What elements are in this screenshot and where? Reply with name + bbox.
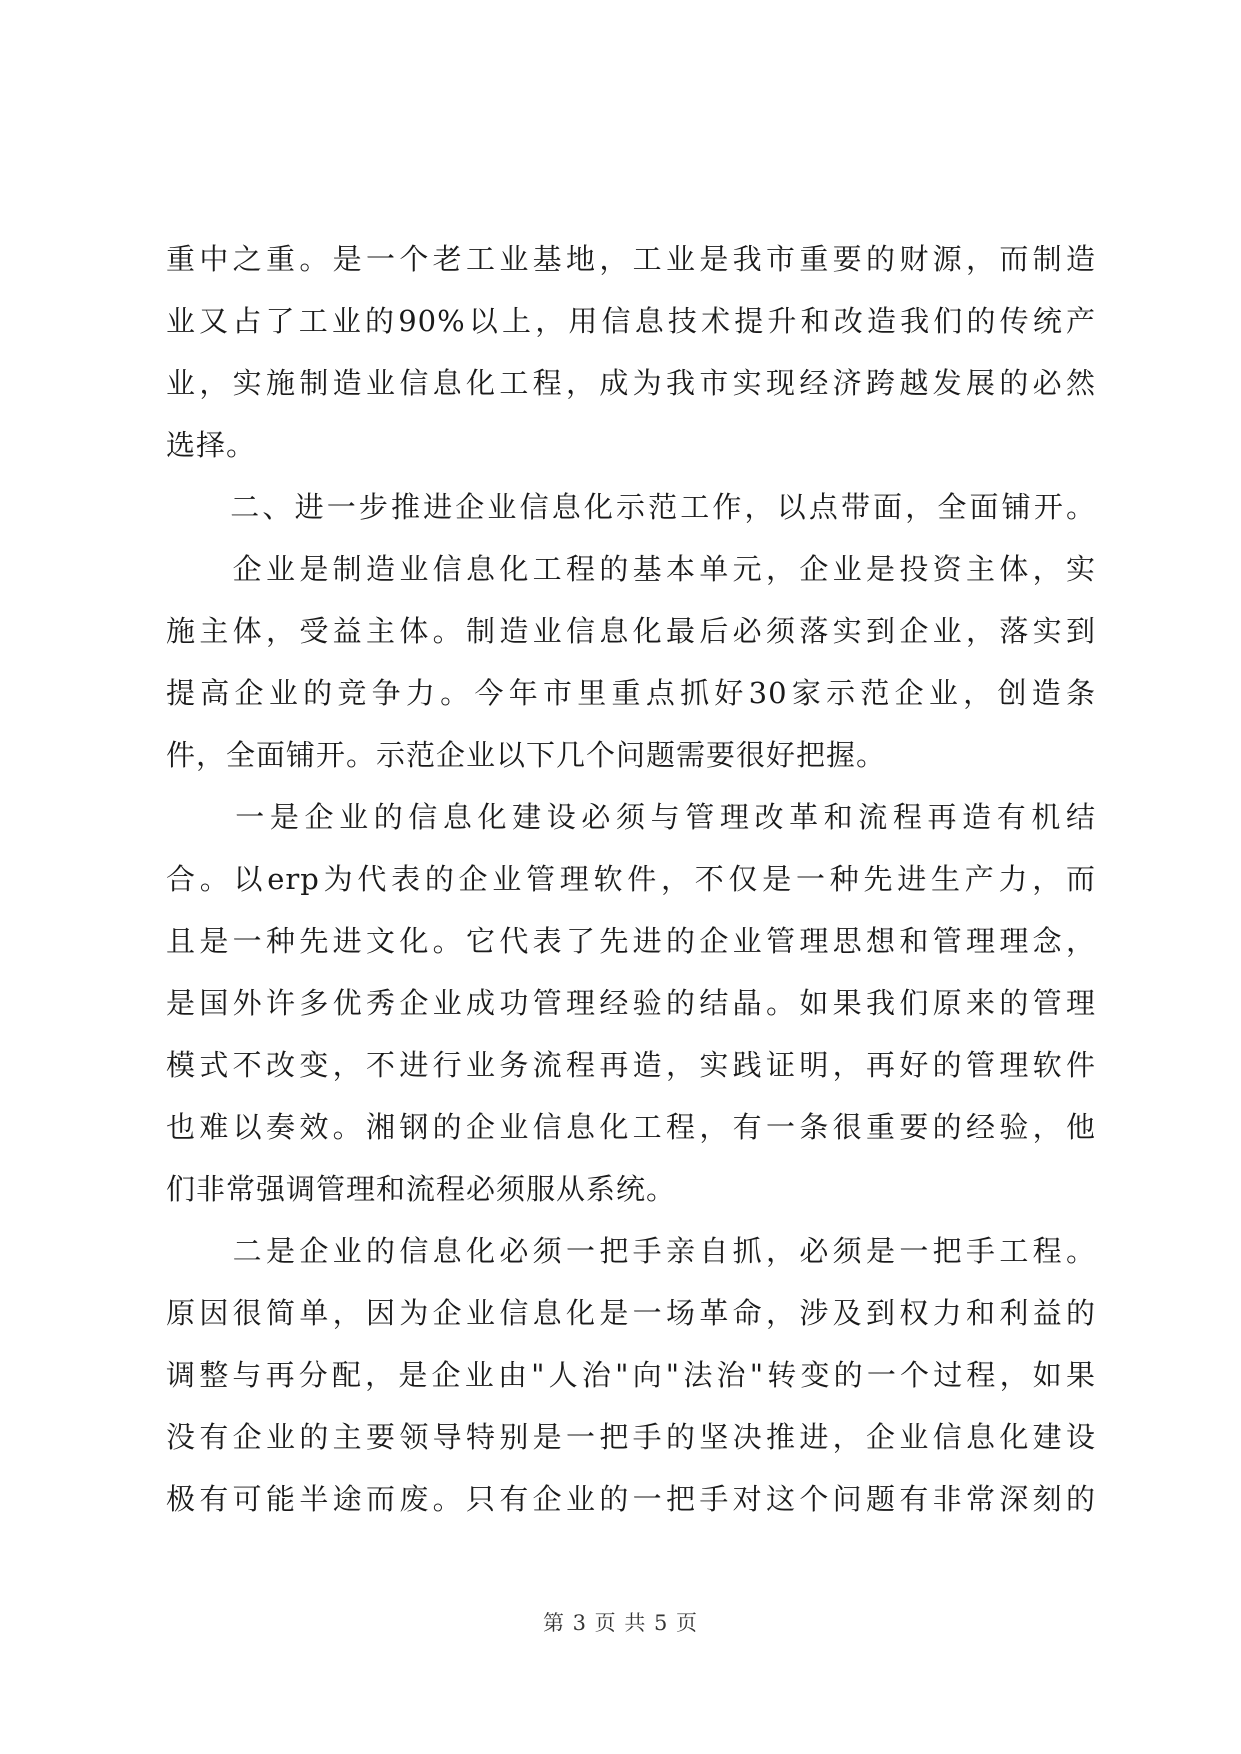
text-line: 业，实施制造业信息化工程，成为我市实现经济跨越发展的必然 — [166, 366, 1096, 400]
text-line: 且是一种先进文化。它代表了先进的企业管理思想和管理理念， — [166, 924, 1096, 958]
text-line: 们非常强调管理和流程必须服从系统。 — [166, 1172, 677, 1206]
text-line: 重中之重。是一个老工业基地，工业是我市重要的财源，而制造 — [166, 242, 1096, 276]
page-footer: 第 3 页 共 5 页 — [542, 1611, 699, 1635]
text-line: 选择。 — [166, 428, 257, 462]
text-line: 提高企业的竞争力。今年市里重点抓好30家示范企业，创造条 — [166, 676, 1096, 710]
text-line: 模式不改变，不进行业务流程再造，实践证明，再好的管理软件 — [166, 1048, 1096, 1082]
document-body — [166, 228, 1096, 1530]
text-line: 合。以erp为代表的企业管理软件，不仅是一种先进生产力，而 — [166, 862, 1096, 896]
text-line: 一是企业的信息化建设必须与管理改革和流程再造有机结 — [166, 800, 1096, 834]
text-line: 极有可能半途而废。只有企业的一把手对这个问题有非常深刻的 — [166, 1482, 1096, 1516]
text-line: 施主体，受益主体。制造业信息化最后必须落实到企业，落实到 — [166, 614, 1096, 648]
text-line: 原因很简单，因为企业信息化是一场革命，涉及到权力和利益的 — [166, 1296, 1096, 1330]
text-line: 是国外许多优秀企业成功管理经验的结晶。如果我们原来的管理 — [166, 986, 1096, 1020]
text-line: 二是企业的信息化必须一把手亲自抓，必须是一把手工程。 — [166, 1234, 1096, 1268]
text-line: 调整与再分配，是企业由"人治"向"法治"转变的一个过程，如果 — [166, 1358, 1096, 1392]
text-line: 企业是制造业信息化工程的基本单元，企业是投资主体，实 — [166, 552, 1096, 586]
text-line: 业又占了工业的90%以上，用信息技术提升和改造我们的传统产 — [166, 304, 1096, 338]
text-line: 件，全面铺开。示范企业以下几个问题需要很好把握。 — [166, 738, 887, 772]
text-line: 没有企业的主要领导特别是一把手的坚决推进，企业信息化建设 — [166, 1420, 1096, 1454]
text-line: 二、进一步推进企业信息化示范工作，以点带面，全面铺开。 — [166, 490, 1096, 524]
text-line: 也难以奏效。湘钢的企业信息化工程，有一条很重要的经验，他 — [166, 1110, 1096, 1144]
